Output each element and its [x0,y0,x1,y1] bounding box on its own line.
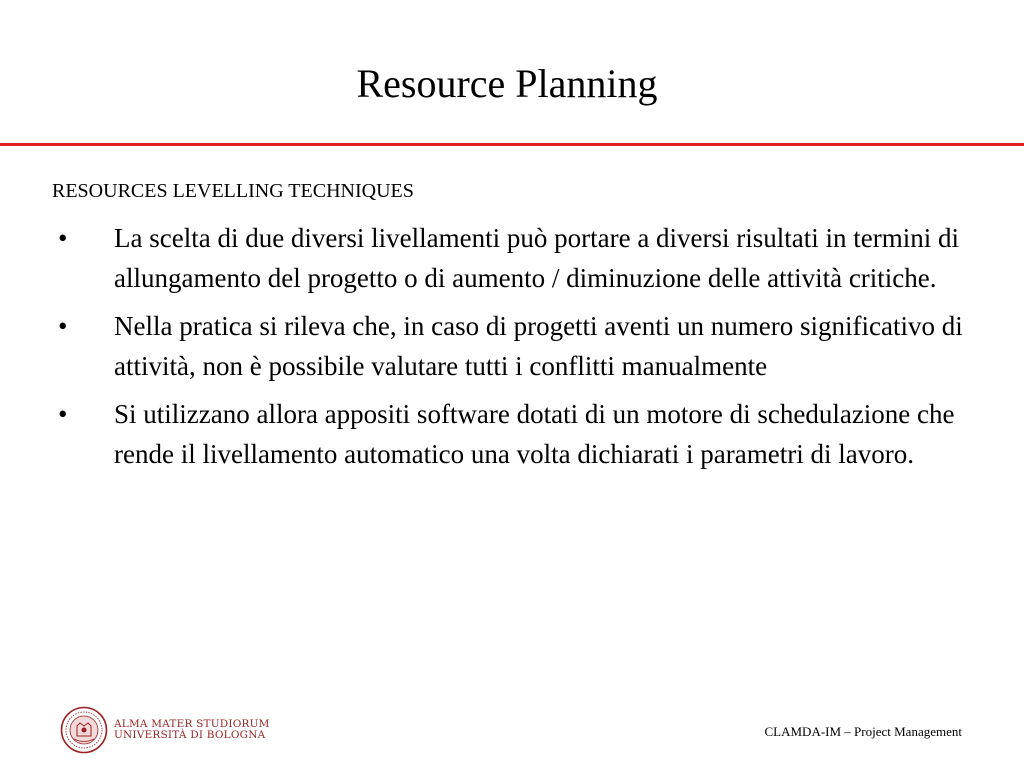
bullet-dot-icon: • [58,399,68,429]
logo-line-2: UNIVERSITÀ DI BOLOGNA [114,729,266,741]
logo-line-1: ALMA MATER STUDIORUM [114,718,270,730]
university-seal-icon [60,706,108,754]
university-name [114,719,270,741]
section-heading: RESOURCES LEVELLING TECHNIQUES [52,180,414,202]
slide-title: Resource Planning [356,61,658,106]
bullet-item [52,306,982,386]
bullet-dot-icon: • [58,311,68,341]
bullet-text: La scelta di due diversi livellamenti può portare a diversi risultati in termini di allungamento del progetto o di aumento / diminuzione delle attività critiche. [114,223,960,293]
footer-caption: CLAMDA-IM – Project Management [764,724,962,739]
title-divider [0,143,1024,146]
bullet-item [52,394,982,474]
university-logo [60,704,270,756]
bullet-dot-icon: • [58,223,68,253]
bullet-text: Nella pratica si rileva che, in caso di progetti aventi un numero significativo di attività, non è possibile valutare tutti i conflitti manualmente [114,311,963,381]
bullet-list [52,218,982,482]
bullet-text: Si utilizzano allora appositi software dotati di un motore di schedulazione che rende il livellamento automatico una volta dichiarati i parametri di lavoro. [114,399,955,469]
bullet-item [52,218,982,298]
